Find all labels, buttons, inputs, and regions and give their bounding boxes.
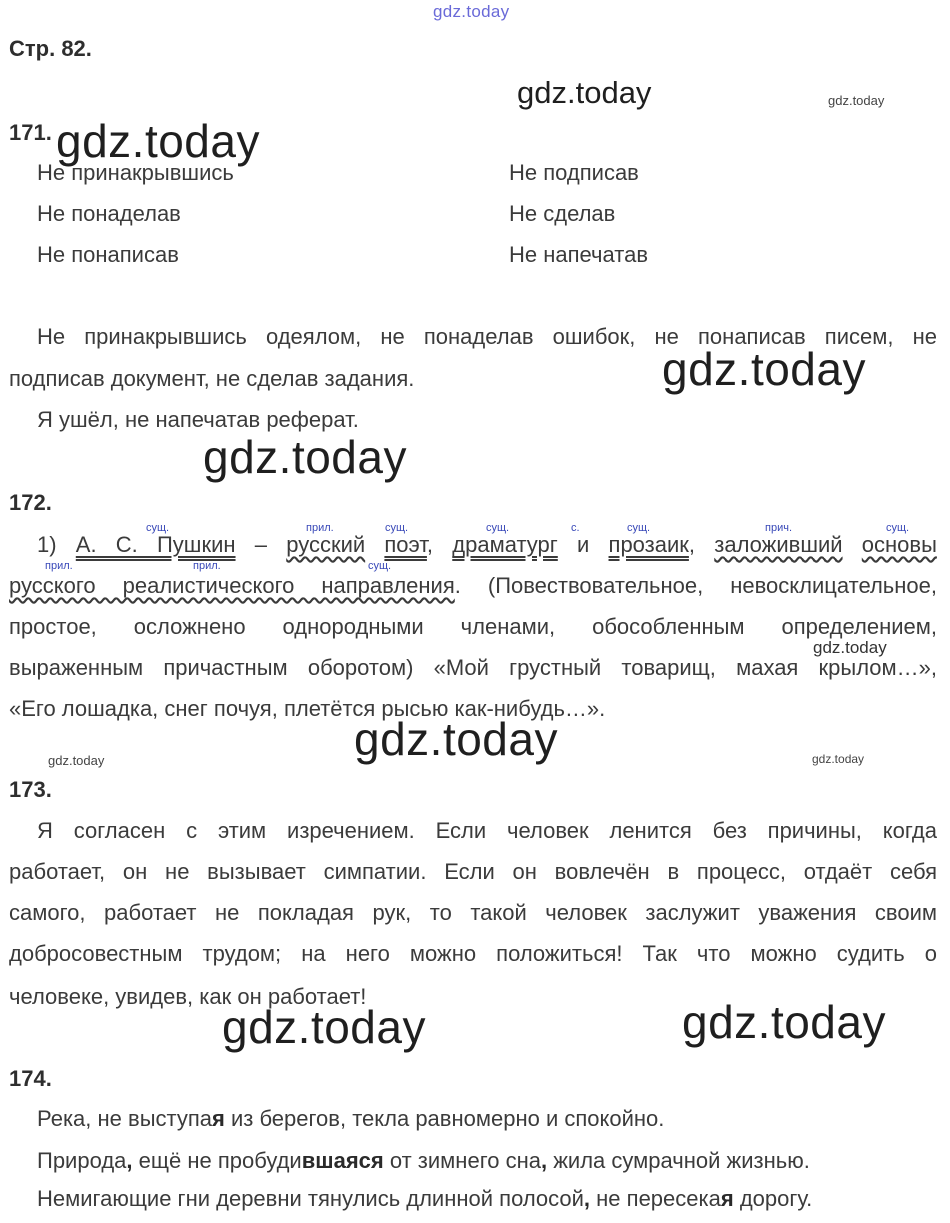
pos-annotation: сущ.: [627, 522, 651, 534]
word-list-item: Не напечатав: [509, 242, 649, 267]
paragraph-line: подписав документ, не сделав задания.: [9, 366, 415, 391]
bold-suffix: я: [212, 1106, 225, 1131]
sentence-text: Природа: [37, 1148, 127, 1173]
sentence-text: Река: [37, 1106, 86, 1131]
predicate-group: [452, 532, 558, 557]
pos-annotation: сущ.: [368, 560, 392, 572]
word-list-item: Не подписав: [509, 160, 639, 185]
sentence-text: дорогу.: [733, 1186, 813, 1211]
participle-object: основы: [861, 532, 937, 557]
predicate-group: поэт,: [384, 532, 434, 557]
predicate-word: драматург: [452, 532, 558, 557]
exercise-number-173: 173.: [9, 777, 52, 802]
paragraph-line: Я согласен с этим изречением. Если человек ленится без причины, когда: [37, 818, 937, 843]
sentence-text: ещё не пробуди: [132, 1148, 302, 1173]
watermark: gdz.today: [203, 431, 407, 483]
word-list-item: Не сделав: [509, 201, 616, 226]
sentence-line: [37, 1148, 810, 1174]
pos-annotation: сущ.: [486, 522, 510, 534]
subject-word: А. С. Пушкин: [75, 532, 236, 557]
pos-annotation: прил.: [306, 522, 334, 534]
paragraph-line: человеке, увидев, как он работает!: [9, 984, 367, 1009]
bold-punctuation: ,: [583, 1186, 591, 1211]
exercise-number-174: 174.: [9, 1066, 52, 1091]
word-list-item: Не принакрывшись: [37, 160, 234, 185]
bold-punctuation: ,: [540, 1148, 548, 1173]
page-reference: Стр. 82.: [9, 36, 92, 61]
sentence-line: «Его лошадка, снег почуя, плетётся рысью как-нибудь…».: [9, 696, 606, 721]
pos-annotation: прич.: [765, 522, 793, 534]
sentence-text: не пересека: [590, 1186, 721, 1211]
sentence-text: Немигающие гни деревни тянулись длинной полосой: [37, 1186, 584, 1211]
pos-annotation: сущ.: [886, 522, 910, 534]
predicate-group: прозаик,: [608, 532, 696, 557]
sentence-text: жила сумрачной жизнью.: [547, 1148, 810, 1173]
bold-punctuation: ,: [126, 1148, 133, 1173]
paragraph-line: самого, работает не покладая рук, то такой человек заслужит уважения своим: [9, 900, 937, 925]
watermark: gdz.today: [56, 115, 260, 167]
exercise-number-172: 172.: [9, 490, 52, 515]
paragraph-line: Не принакрывшись одеялом, не понаделав ошибок, не понаписав писем, не: [37, 324, 937, 349]
watermark: gdz.today: [812, 752, 865, 766]
watermark: gdz.today: [222, 1001, 426, 1053]
participle-word: заложивший: [714, 532, 843, 557]
watermark: gdz.today: [48, 753, 105, 768]
word-list-item: Не понаделав: [37, 201, 181, 226]
sentence-text: от зимнего сна: [383, 1148, 541, 1173]
sentence-line: простое, осложнено однородными членами, обособленным определением,: [9, 614, 937, 639]
pos-annotation: сущ.: [146, 522, 170, 534]
paragraph-line: работает, он не вызывает симпатии. Если он вовлечён в процесс, отдаёт себя: [9, 859, 937, 884]
definition-word: русский: [286, 532, 366, 557]
sentence-line: [37, 1106, 664, 1132]
sentence-text: , не выступа: [85, 1106, 212, 1131]
word-list-item: Не понаписав: [37, 242, 179, 267]
paragraph-line: добросовестным трудом; на него можно положиться! Так что можно судить о: [9, 941, 937, 966]
analysis-text: . (Повествовательное, невосклицательное,: [454, 573, 937, 598]
watermark: gdz.today: [828, 93, 885, 108]
paragraph-line: Я ушёл, не напечатав реферат.: [37, 407, 359, 432]
pos-annotation: прил.: [45, 560, 73, 572]
dash: –: [254, 532, 267, 557]
pos-annotation: с.: [571, 522, 580, 534]
watermark: gdz.today: [813, 638, 887, 657]
watermark: gdz.today: [517, 75, 652, 110]
watermark: gdz.today: [662, 343, 866, 395]
sentence-line: [9, 532, 937, 558]
watermark-top: gdz.today: [433, 2, 510, 21]
watermark: gdz.today: [354, 713, 558, 765]
pos-annotation: сущ.: [385, 522, 409, 534]
exercise-number-171: 171.: [9, 120, 52, 145]
watermark: gdz.today: [682, 996, 886, 1048]
bold-suffix: я: [720, 1186, 734, 1211]
sentence-line: выраженным причастным оборотом) «Мой грустный товарищ, махая крылом…»,: [9, 655, 937, 680]
sentence-text: из берегов, текла равномерно и спокойно.: [224, 1106, 665, 1131]
sentence-line: [37, 1186, 812, 1212]
bold-suffix: вшаяся: [301, 1148, 384, 1173]
sentence-line: [9, 573, 937, 599]
participle-phrase: русского реалистического направления: [9, 573, 455, 598]
conjunction: и: [577, 532, 590, 557]
pos-annotation: прил.: [193, 560, 221, 572]
predicate-word: прозаик: [608, 532, 689, 557]
list-number: 1): [37, 532, 57, 557]
predicate-word: поэт: [384, 532, 427, 557]
